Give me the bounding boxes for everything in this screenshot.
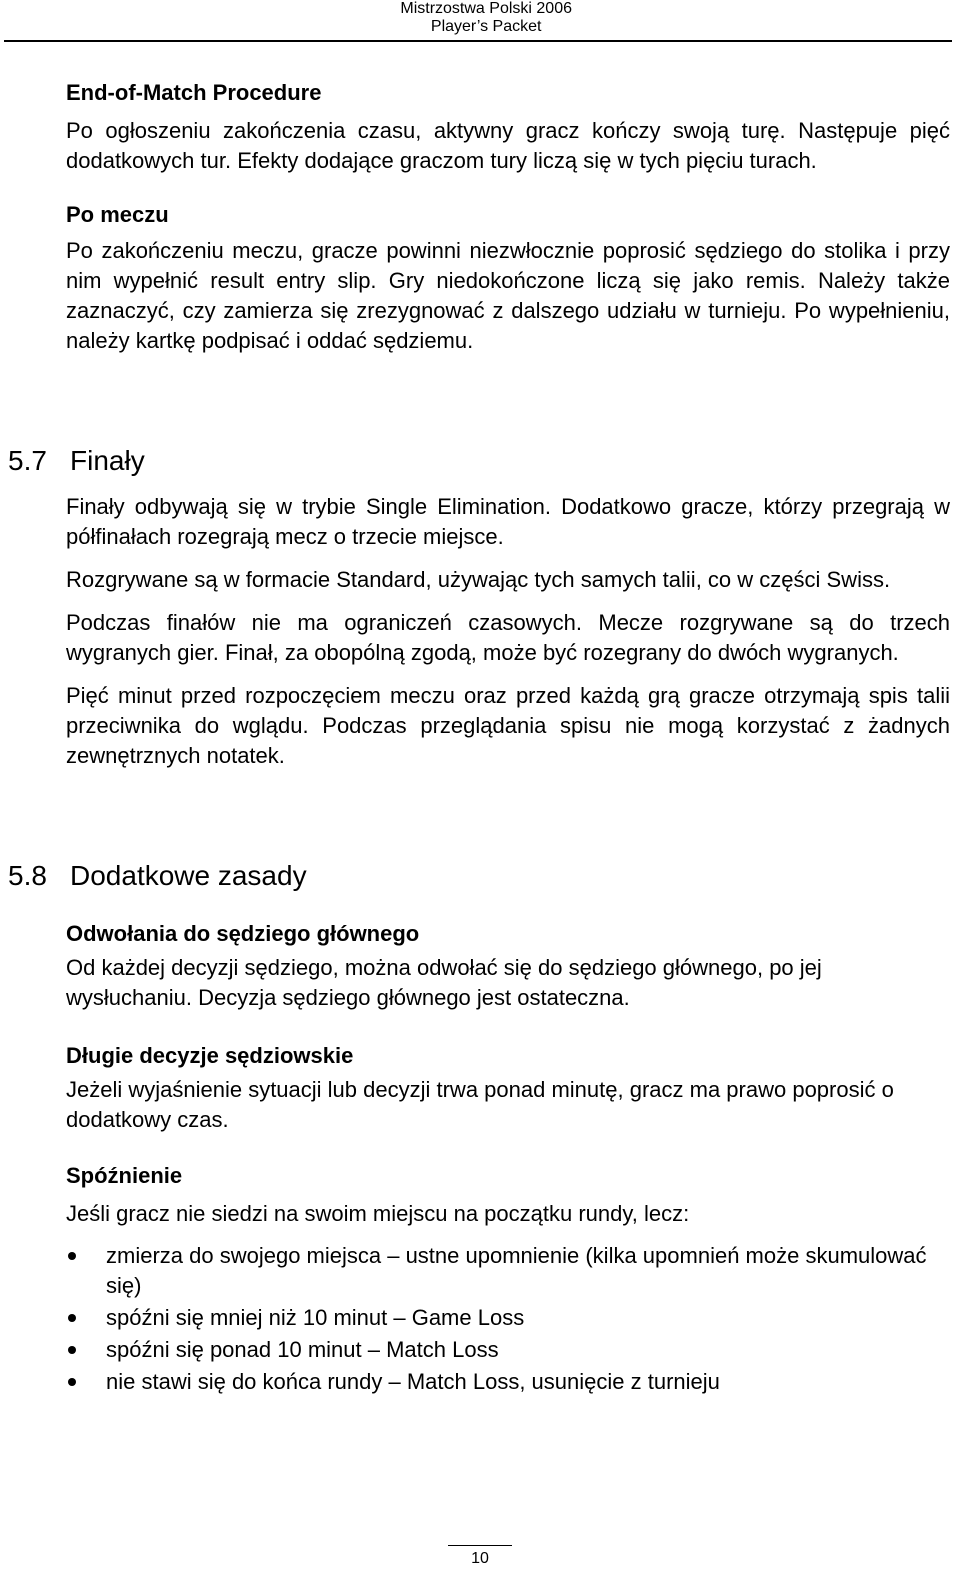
spoznienie-heading: Spóźnienie [66, 1163, 183, 1188]
header-divider [4, 40, 952, 42]
end-of-match-heading: End-of-Match Procedure [66, 80, 322, 105]
list-item [66, 1303, 950, 1333]
section-5-8-title: Dodatkowe zasady [70, 860, 307, 891]
section-5-8-heading [8, 859, 307, 893]
bullet-icon [68, 1314, 76, 1322]
page-content [66, 78, 950, 356]
odwolania-heading: Odwołania do sędziego głównego [66, 921, 420, 946]
section-5-8-number: 5.8 [8, 860, 47, 891]
finals-paragraph-1: Finały odbywają się w trybie Single Elimination. Dodatkowo gracze, którzy przegrają w półfinałach rozegrają mecz o trzecie miejsce. [66, 494, 950, 549]
list-item-text: nie stawi się do końca rundy – Match Loss, usunięcie z turnieju [106, 1369, 720, 1394]
list-item [66, 1241, 950, 1301]
list-item-text: zmierza do swojego miejsca – ustne upomnienie (kilka upomnień może skumulować się) [106, 1243, 927, 1298]
dlugie-heading: Długie decyzje sędziowskie [66, 1043, 354, 1068]
header-title: Mistrzostwa Polski 2006 [400, 0, 572, 17]
section-5-7-title: Finały [70, 445, 145, 476]
list-item [66, 1335, 950, 1365]
bullet-icon [68, 1252, 76, 1260]
spoznienie-intro: Jeśli gracz nie siedzi na swoim miejscu na początku rundy, lecz: [66, 1201, 690, 1226]
page-header [400, 0, 572, 36]
bullet-icon [68, 1378, 76, 1386]
list-item [66, 1367, 950, 1397]
page-number: 10 [471, 1550, 489, 1567]
finals-paragraph-2: Rozgrywane są w formacie Standard, używając tych samych talii, co w części Swiss. [66, 567, 891, 592]
po-meczu-heading: Po meczu [66, 202, 169, 227]
section-5-8-content [66, 919, 950, 1399]
section-5-7-number: 5.7 [8, 445, 47, 476]
section-5-7-content [66, 492, 950, 771]
odwolania-body: Od każdej decyzji sędziego, można odwołać się do sędziego głównego, po jej wysłuchaniu. Decyzja sędziego głównego jest ostateczna. [66, 955, 822, 1010]
po-meczu-body: Po zakończeniu meczu, gracze powinni niezwłocznie poprosić sędziego do stolika i przy nim wypełnić result entry slip. Gry niedokończone liczą się jako remis. Należy także zaznaczyć, czy zamierza się zrezygnować z dalszego udziału w turnieju. Po wypełnieniu, należy kartkę podpisać i oddać sędziemu. [66, 238, 950, 353]
bullet-icon [68, 1346, 76, 1354]
list-item-text: spóźni się ponad 10 minut – Match Loss [106, 1337, 499, 1362]
finals-paragraph-4: Pięć minut przed rozpoczęciem meczu oraz przed każdą grą gracze otrzymają spis talii przeciwnika do wglądu. Podczas przeglądania spisu nie mogą korzystać z żadnych zewnętrznych notatek. [66, 683, 950, 768]
footer-divider [448, 1545, 512, 1546]
end-of-match-body: Po ogłoszeniu zakończenia czasu, aktywny gracz kończy swoją turę. Następuje pięć dodatkowych tur. Efekty dodające graczom tury liczą się w tych pięciu turach. [66, 118, 950, 173]
list-item-text: spóźni się mniej niż 10 minut – Game Loss [106, 1305, 525, 1330]
header-subtitle: Player’s Packet [430, 18, 542, 35]
spoznienie-list [66, 1241, 950, 1397]
dlugie-body: Jeżeli wyjaśnienie sytuacji lub decyzji trwa ponad minutę, gracz ma prawo poprosić o dodatkowy czas. [66, 1077, 894, 1132]
section-5-7-heading [8, 444, 145, 478]
finals-paragraph-3: Podczas finałów nie ma ograniczeń czasowych. Mecze rozgrywane są do trzech wygranych gier. Finał, za obopólną zgodą, może być rozegrany do dwóch wygranych. [66, 610, 950, 665]
